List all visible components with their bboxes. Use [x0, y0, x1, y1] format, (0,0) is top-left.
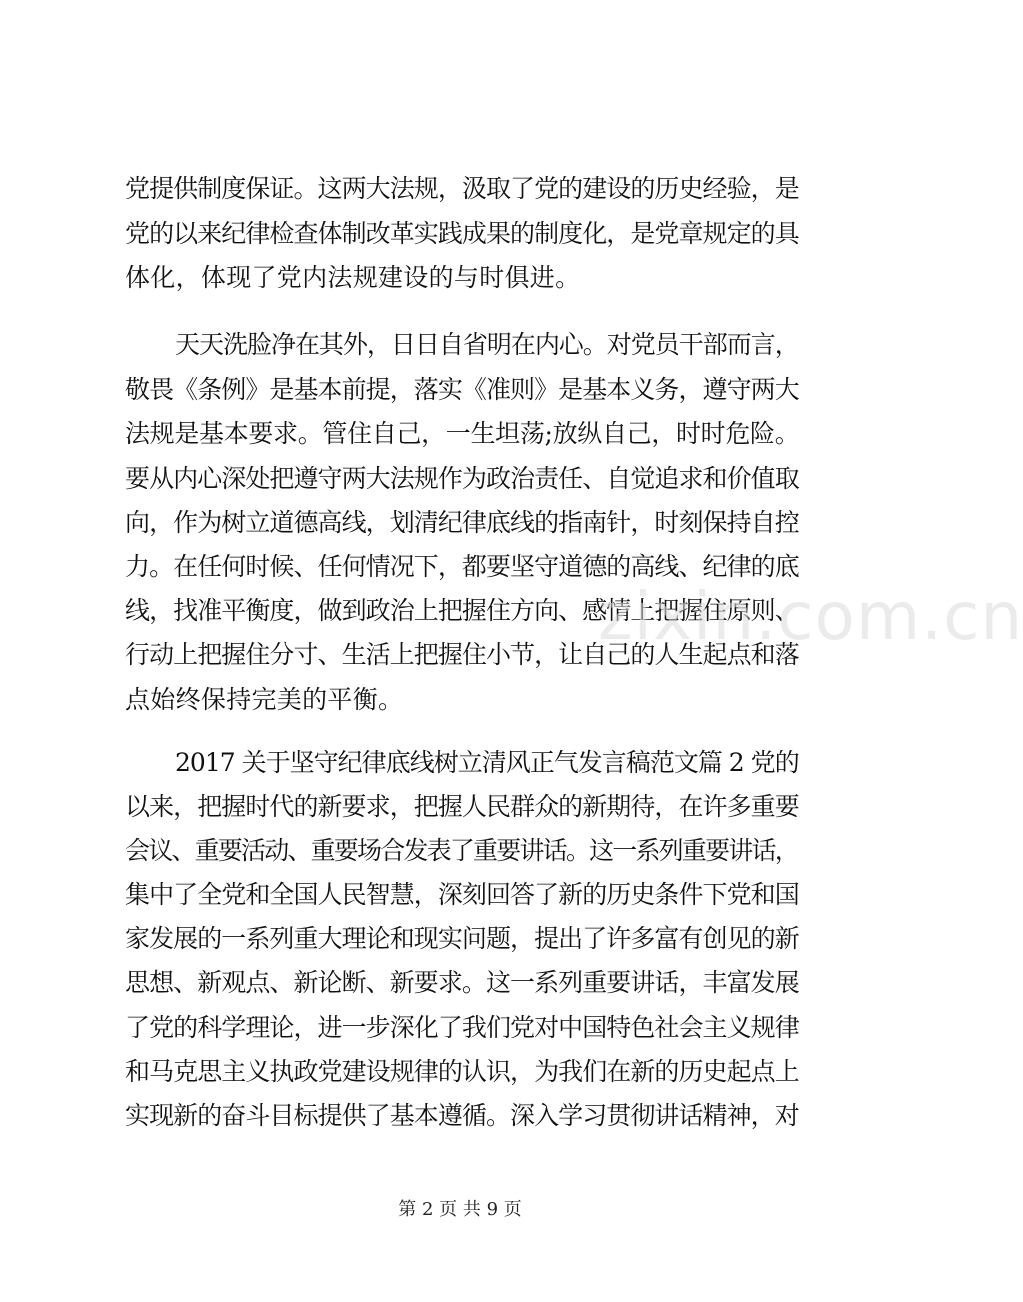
text-line: [0, 965, 920, 1001]
text-line: [0, 745, 920, 781]
page-footer: 第 2 页 共 9 页: [398, 1199, 522, 1220]
text-line-content: 天天洗脸净在其外，日日自省明在内心。对党员干部而言，: [175, 330, 799, 359]
text-line-content: 体化，体现了党内法规建设的与时俱进。: [125, 263, 581, 292]
text-line-content: 力。在任何时候、任何情况下，都要坚守道德的高线、纪律的底: [125, 552, 799, 581]
text-line-content: 了党的科学理论，进一步深化了我们党对中国特色社会主义规律: [125, 1013, 799, 1042]
text-line-content: 党的以来纪律检查体制改革实践成果的制度化，是党章规定的具: [125, 219, 799, 248]
text-line: [0, 216, 920, 252]
text-line-content: 家发展的一系列重大理论和现实问题，提出了许多富有创见的新: [125, 924, 799, 953]
text-line: [0, 789, 920, 825]
text-line: [0, 461, 920, 497]
text-line-content: 要从内心深处把遵守两大法规作为政治责任、自觉追求和价值取: [125, 464, 799, 493]
text-line-content: 2017 关于坚守纪律底线树立清风正气发言稿范文篇 2 党的: [175, 748, 799, 777]
text-line-content: 敬畏《条例》是基本前提，落实《准则》是基本义务，遵守两大: [125, 375, 799, 404]
text-line-content: 以来，把握时代的新要求，把握人民群众的新期待，在许多重要: [125, 792, 799, 821]
text-line-content: 党提供制度保证。这两大法规，汲取了党的建设的历史经验，是: [125, 174, 799, 203]
text-line-content: 法规是基本要求。管住自己，一生坦荡;放纵自己，时时危险。: [125, 419, 800, 448]
text-line: [0, 372, 920, 408]
text-line: [0, 327, 920, 363]
text-line: [0, 921, 920, 957]
text-line-content: 会议、重要活动、重要场合发表了重要讲话。这一系列重要讲话，: [125, 836, 798, 865]
text-line-content: 思想、新观点、新论断、新要求。这一系列重要讲话，丰富发展: [125, 968, 799, 997]
text-line: [0, 833, 920, 869]
text-line: [0, 505, 920, 541]
text-line: [0, 171, 920, 207]
text-line: [0, 1098, 920, 1134]
text-line-content: 向，作为树立道德高线，划清纪律底线的指南针，时刻保持自控: [125, 508, 799, 537]
text-line-content: 和马克思主义执政党建设规律的认识，为我们在新的历史起点上: [125, 1057, 799, 1086]
text-line-content: 点始终保持完美的平衡。: [125, 685, 404, 714]
text-line: [0, 260, 920, 296]
text-line-content: 集中了全党和全国人民智慧，深刻回答了新的历史条件下党和国: [125, 880, 799, 909]
text-line: [0, 682, 920, 718]
text-line-content: 行动上把握住分寸、生活上把握住小节，让自己的人生起点和落: [125, 640, 799, 669]
text-line: [0, 1010, 920, 1046]
text-line-content: 实现新的奋斗目标提供了基本遵循。深入学习贯彻讲话精神，对: [125, 1101, 799, 1130]
watermark: zixin.com.cn: [598, 578, 1023, 655]
text-line: [0, 877, 920, 913]
text-line: [0, 416, 920, 452]
text-line: [0, 1054, 920, 1090]
text-line-content: 线，找准平衡度，做到政治上把握住方向、感情上把握住原则、: [125, 596, 799, 625]
